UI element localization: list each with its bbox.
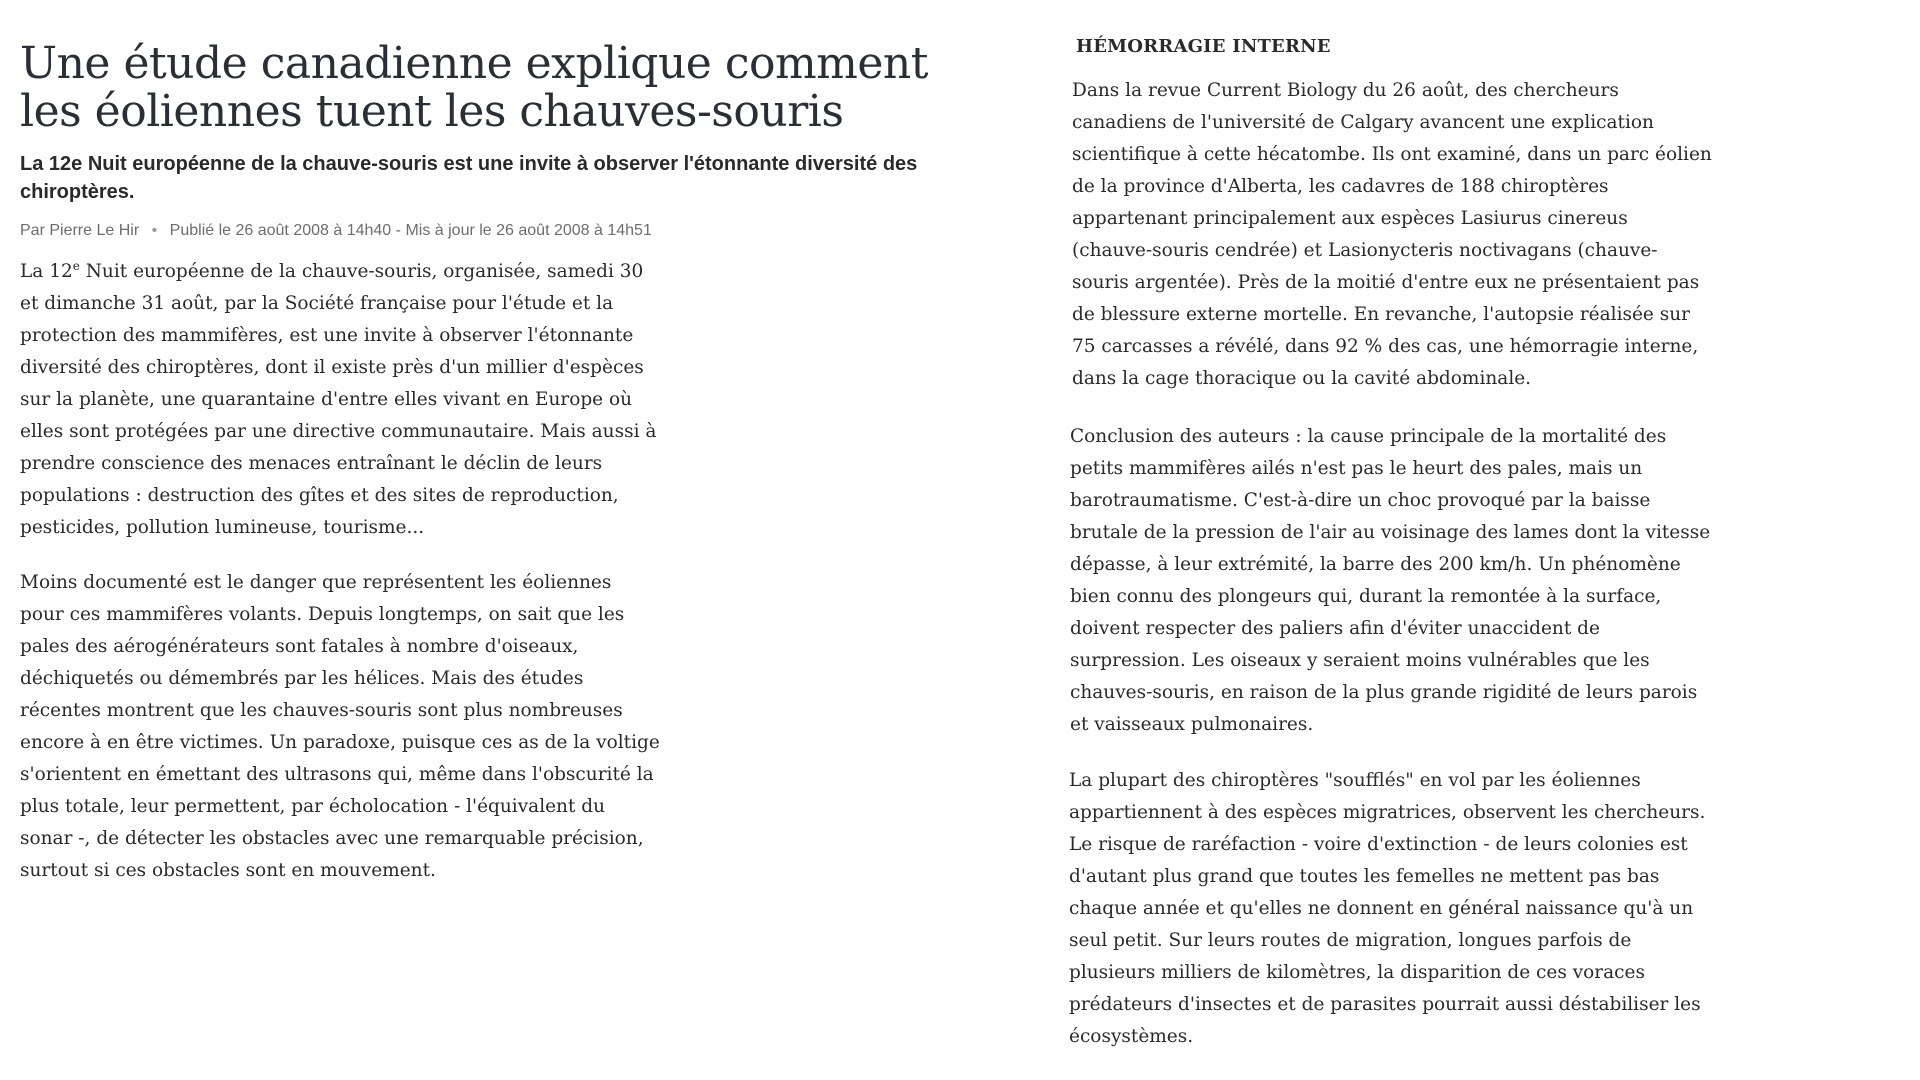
article-subtitle: La 12e Nuit européenne de la chauve-souris est une invite à observer l'étonnante diversité des chiroptères.: [20, 153, 918, 203]
updated-date: Mis à jour le 26 août 2008 à 14h51: [405, 222, 652, 239]
left-column: [20, 40, 940, 887]
paragraph-1-lead: La 12: [20, 261, 73, 282]
paragraph-1-text: Nuit européenne de la chauve-souris, organisée, samedi 30 et dimanche 31 août, par la Société française pour l'étude et la protection des mammifères, est une invite à observer l'étonnante diversité des chiroptères, dont il existe près d'un millier d'espèces sur la planète, une quarantaine d'entre elles vivant en Europe où elles sont protégées par une directive communautaire. Mais aussi à prendre conscience des menaces entraînant le déclin de leurs populations : destruction des gîtes et des sites de reproduction, pesticides, pollution lumineuse, tourisme...: [20, 261, 657, 538]
published-date: Publié le 26 août 2008 à 14h40: [169, 222, 392, 239]
paragraph-1: [20, 256, 660, 544]
section-heading: HÉMORRAGIE INTERNE: [1076, 36, 1331, 57]
article-title: Une étude canadienne explique comment les éoliennes tuent les chauves-souris: [20, 38, 928, 137]
ordinal-superscript: e: [72, 258, 80, 273]
paragraph-4: Conclusion des auteurs : la cause principale de la mortalité des petits mammifères ailés n'est pas le heurt des pales, mais un barotraumatisme. C'est-à-dire un choc provoqué par la baisse brutale de la pression de l'air au voisinage des lames dont la vitesse dépasse, à leur extrémité, la barre des 200 km/h. Un phénomène bien connu des plongeurs qui, durant la remontée à la surface, doivent respecter des paliers afin d'éviter unaccident de surpression. Les oiseaux y seraient moins vulnérables que les chauves-souris, en raison de la plus grande rigidité de leurs parois et vaisseaux pulmonaires.: [1070, 426, 1711, 735]
paragraph-2: Moins documenté est le danger que représentent les éoliennes pour ces mammifères volants. Depuis longtemps, on sait que les pales des aérogénérateurs sont fatales à nombre d'oiseaux, déchiquetés ou démembrés par les hélices. Mais des études récentes montrent que les chauves-souris sont plus nombreuses encore à en être victimes. Un paradoxe, puisque ces as de la voltige s'orientent en émettant des ultrasons qui, même dans l'obscurité la plus totale, leur permettent, par écholocation - l'équivalent du sonar -, de détecter les obstacles avec une remarquable précision, surtout si ces obstacles sont en mouvement.: [20, 572, 660, 881]
date-separator: -: [395, 222, 406, 239]
byline-separator: •: [151, 222, 158, 239]
right-column: [1069, 36, 1712, 1053]
paragraph-3: Dans la revue Current Biology du 26 août, des chercheurs canadiens de l'université de Calgary avancent une explication scientifique à cette hécatombe. Ils ont examiné, dans un parc éolien de la province d'Alberta, les cadavres de 188 chiroptères appartenant principalement aux espèces Lasiurus cinereus (chauve-souris cendrée) et Lasionycteris noctivagans (chauve-souris argentée). Près de la moitié d'entre eux ne présentaient pas de blessure externe mortelle. En revanche, l'autopsie réalisée sur 75 carcasses a révélé, dans 92 % des cas, une hémorragie interne, dans la cage thoracique ou la cavité abdominale.: [1072, 80, 1712, 389]
author-link[interactable]: Par Pierre Le Hir: [20, 222, 140, 239]
byline: [20, 222, 940, 240]
paragraph-5: La plupart des chiroptères "soufflés" en vol par les éoliennes appartiennent à des espèces migratrices, observent les chercheurs. Le risque de raréfaction - voire d'extinction - de leurs colonies est d'autant plus grand que toutes les femelles ne mettent pas bas chaque année et qu'elles ne donnent en général naissance qu'à un seul petit. Sur leurs routes de migration, longues parfois de plusieurs milliers de kilomètres, la disparition de ces voraces prédateurs d'insectes et de parasites pourrait aussi déstabiliser les écosystèmes.: [1069, 770, 1706, 1047]
